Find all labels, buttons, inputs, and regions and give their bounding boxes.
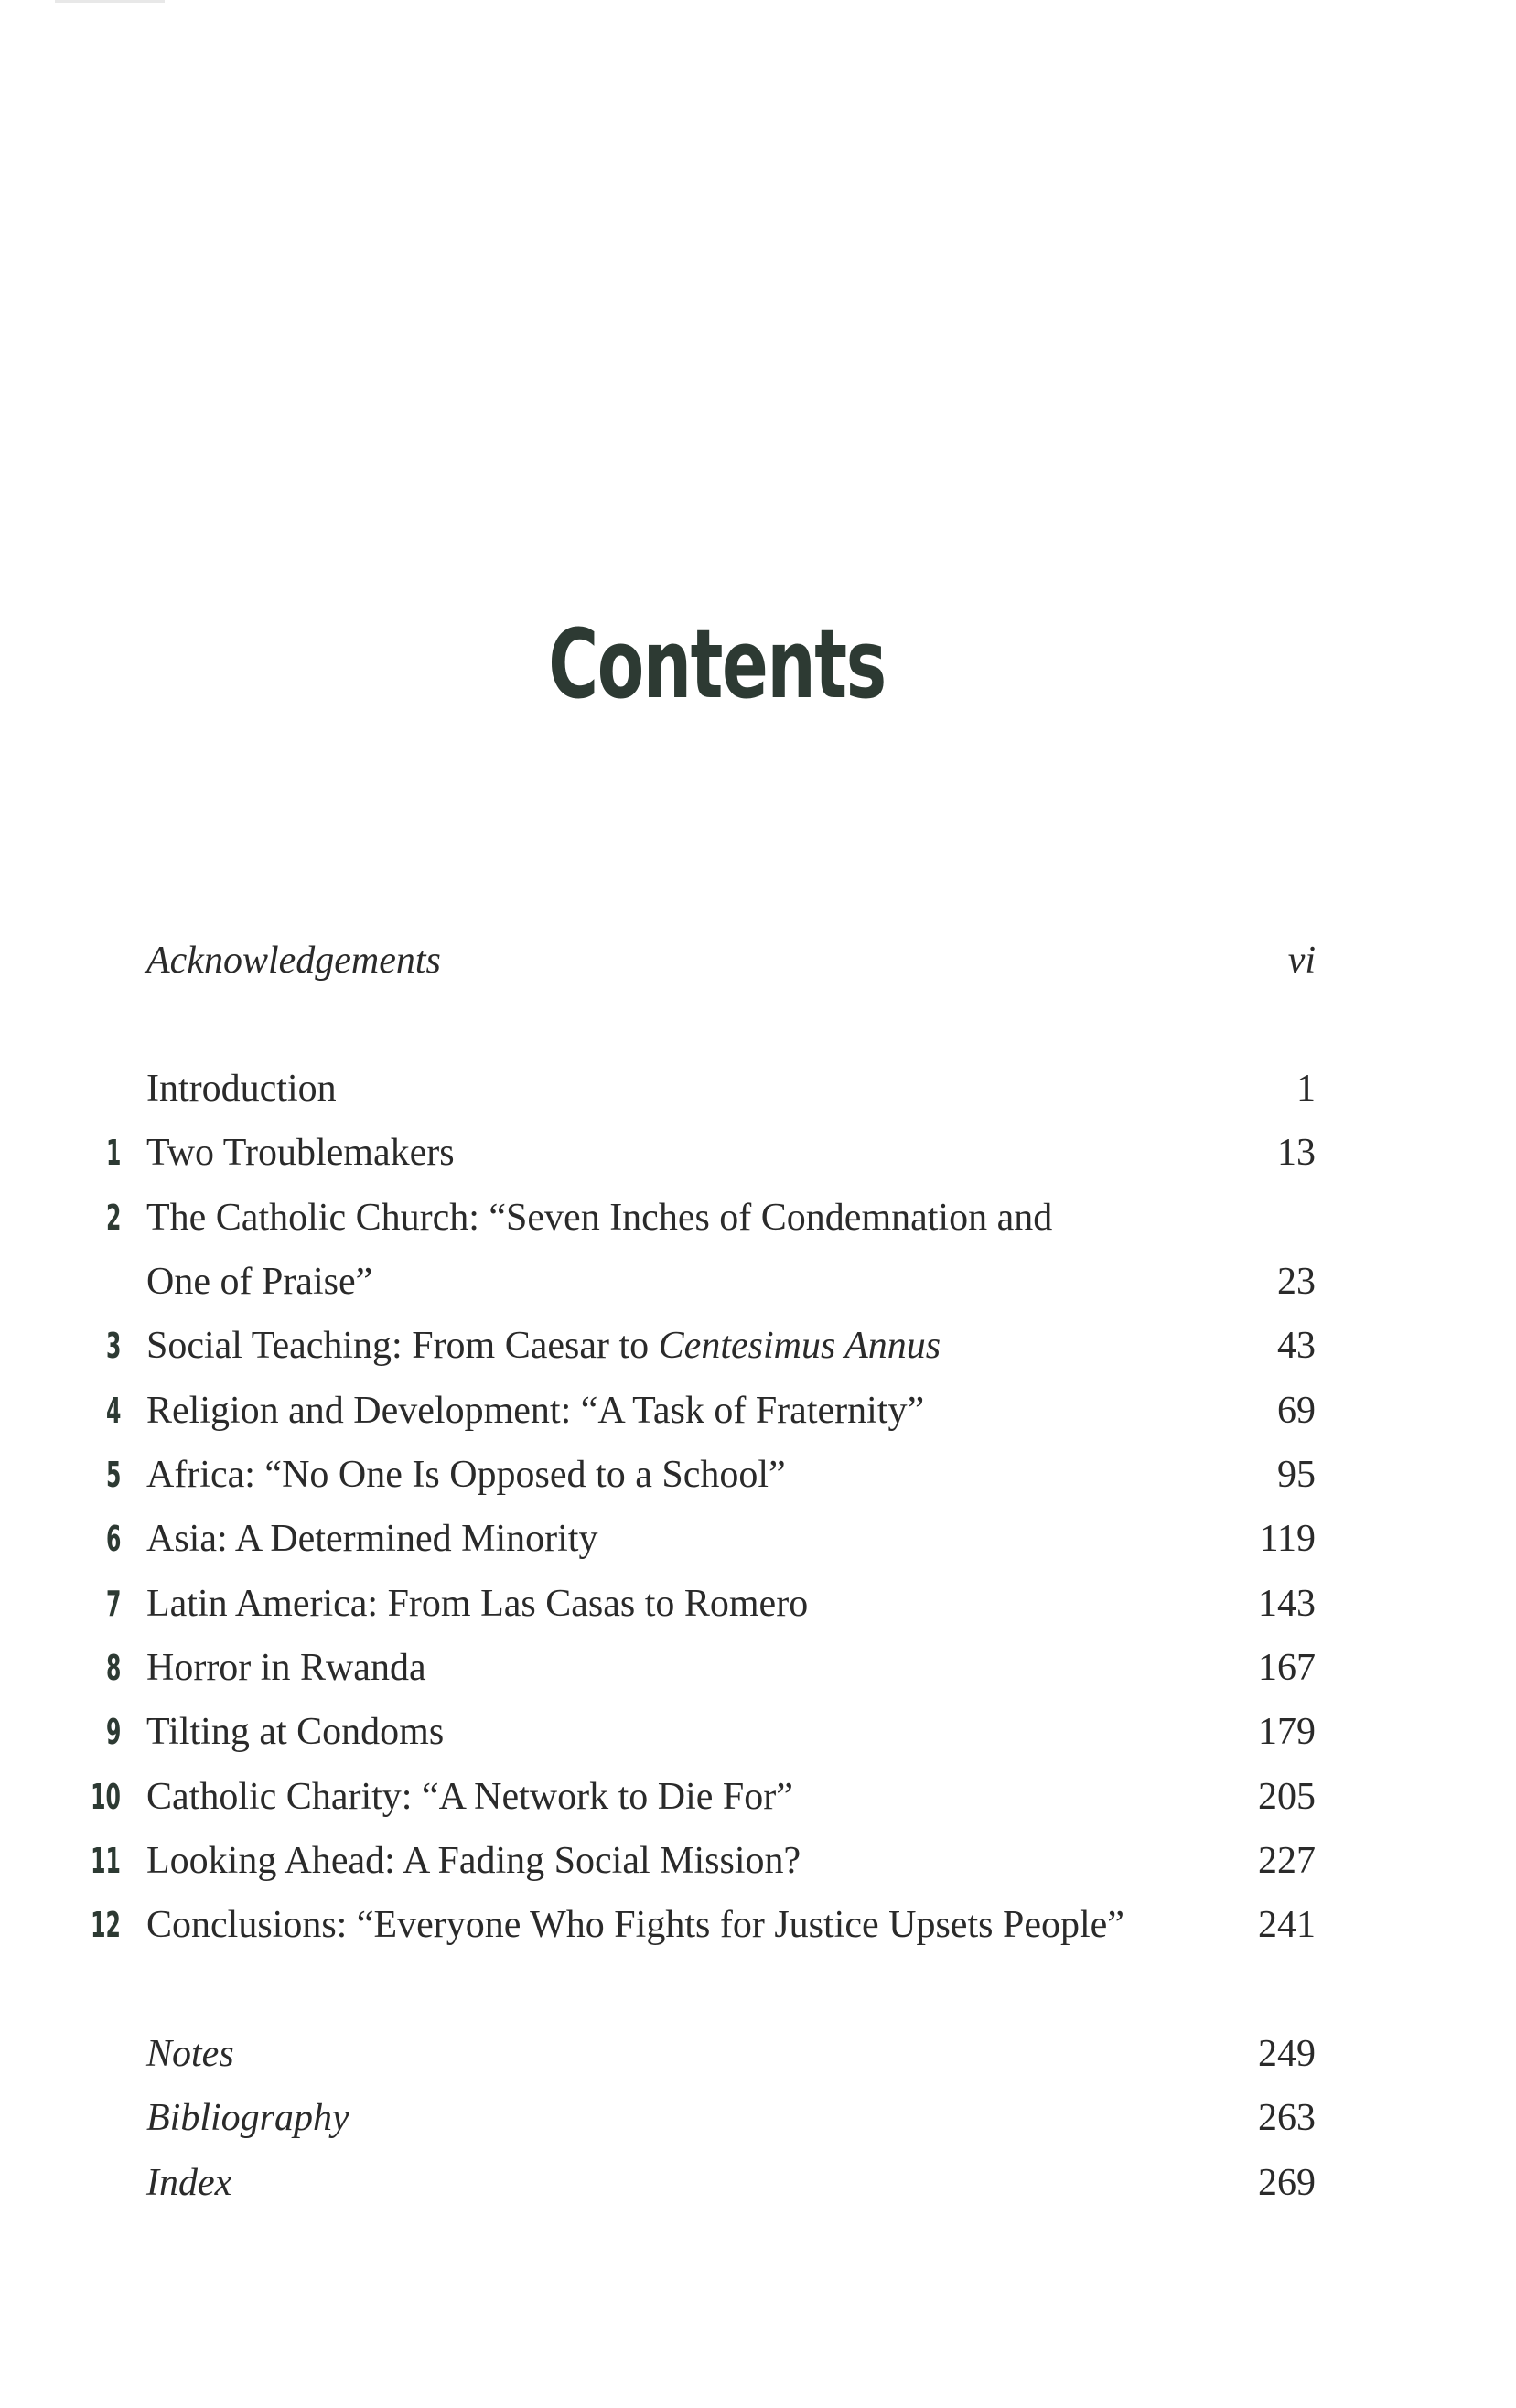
entry-title: Latin America: From Las Casas to Romero (146, 1583, 809, 1625)
chapter-number: 4 (105, 1391, 121, 1431)
page-title: Contents (548, 608, 886, 720)
entry-page-number: 179 (1258, 1711, 1316, 1753)
entry-title: Tilting at Condoms (146, 1711, 445, 1753)
entry-page-number: vi (1287, 940, 1316, 982)
toc-entry-acknowledgements[interactable] (0, 929, 1516, 993)
entry-page-number: 205 (1258, 1776, 1316, 1818)
entry-title: Religion and Development: “A Task of Fraternity” (146, 1390, 925, 1432)
entry-title: Horror in Rwanda (146, 1647, 426, 1689)
entry-title: Catholic Charity: “A Network to Die For” (146, 1776, 793, 1818)
chapter-number: 5 (105, 1455, 121, 1495)
toc-entry-chapter-4[interactable] (0, 1379, 1516, 1443)
entry-page-number: 241 (1258, 1904, 1316, 1946)
entry-page-number: 13 (1277, 1132, 1316, 1174)
chapter-number: 8 (105, 1648, 121, 1688)
entry-title: Two Troublemakers (146, 1132, 455, 1174)
toc-entry-chapter-2[interactable] (0, 1186, 1516, 1250)
chapter-number: 3 (105, 1326, 121, 1366)
chapter-number: 12 (91, 1905, 121, 1945)
toc-entry-chapter-11[interactable] (0, 1829, 1516, 1893)
toc-entry-chapter-1[interactable] (0, 1121, 1516, 1185)
toc-entry-chapter-2-continued[interactable] (0, 1250, 1516, 1314)
entry-page-number: 269 (1258, 2162, 1316, 2204)
chapter-number: 6 (105, 1519, 121, 1559)
entry-title: The Catholic Church: “Seven Inches of Condemnation and (146, 1197, 1053, 1239)
toc-entry-chapter-7[interactable] (0, 1572, 1516, 1636)
entry-title: Index (146, 2162, 232, 2204)
entry-title: Notes (146, 2033, 234, 2075)
entry-title: Looking Ahead: A Fading Social Mission? (146, 1840, 801, 1882)
chapter-number: 9 (105, 1712, 121, 1752)
toc-entry-chapter-8[interactable] (0, 1636, 1516, 1700)
entry-page-number: 167 (1258, 1647, 1316, 1689)
chapter-number: 10 (91, 1777, 121, 1817)
entry-title: Bibliography (146, 2097, 349, 2139)
entry-page-number: 143 (1258, 1583, 1316, 1625)
toc-entry-bibliography[interactable] (0, 2086, 1516, 2150)
chapter-number: 2 (105, 1198, 121, 1238)
entry-page-number: 69 (1277, 1390, 1316, 1432)
entry-page-number: 95 (1277, 1454, 1316, 1496)
entry-title: Conclusions: “Everyone Who Fights for Justice Upsets People” (146, 1904, 1124, 1946)
entry-title-text: Social Teaching: From Caesar to (146, 1325, 659, 1367)
entry-title: One of Praise” (146, 1261, 373, 1303)
entry-page-number: 249 (1258, 2033, 1316, 2075)
toc-entry-chapter-12[interactable] (0, 1893, 1516, 1957)
chapter-number: 11 (91, 1841, 121, 1881)
toc-entry-notes[interactable] (0, 2022, 1516, 2086)
toc-entry-index[interactable] (0, 2151, 1516, 2215)
entry-title: Africa: “No One Is Opposed to a School” (146, 1454, 786, 1496)
entry-page-number: 263 (1258, 2097, 1316, 2139)
chapter-number: 7 (105, 1584, 121, 1624)
entry-page-number: 23 (1277, 1261, 1316, 1303)
toc-entry-introduction[interactable] (0, 1057, 1516, 1121)
entry-page-number: 119 (1259, 1518, 1316, 1560)
entry-title: Acknowledgements (146, 940, 441, 982)
entry-page-number: 1 (1296, 1068, 1316, 1110)
entry-title: Asia: A Determined Minority (146, 1518, 598, 1560)
entry-title-italic: Centesimus Annus (658, 1325, 941, 1367)
entry-title: Introduction (146, 1068, 337, 1110)
toc-entry-chapter-3[interactable] (0, 1314, 1516, 1378)
toc-entry-chapter-10[interactable] (0, 1765, 1516, 1829)
toc-entry-chapter-5[interactable] (0, 1443, 1516, 1507)
entry-page-number: 227 (1258, 1840, 1316, 1882)
entry-title (146, 1314, 941, 1378)
entry-page-number: 43 (1277, 1325, 1316, 1367)
chapter-number: 1 (105, 1133, 121, 1173)
toc-entry-chapter-9[interactable] (0, 1700, 1516, 1764)
toc-entry-chapter-6[interactable] (0, 1507, 1516, 1571)
